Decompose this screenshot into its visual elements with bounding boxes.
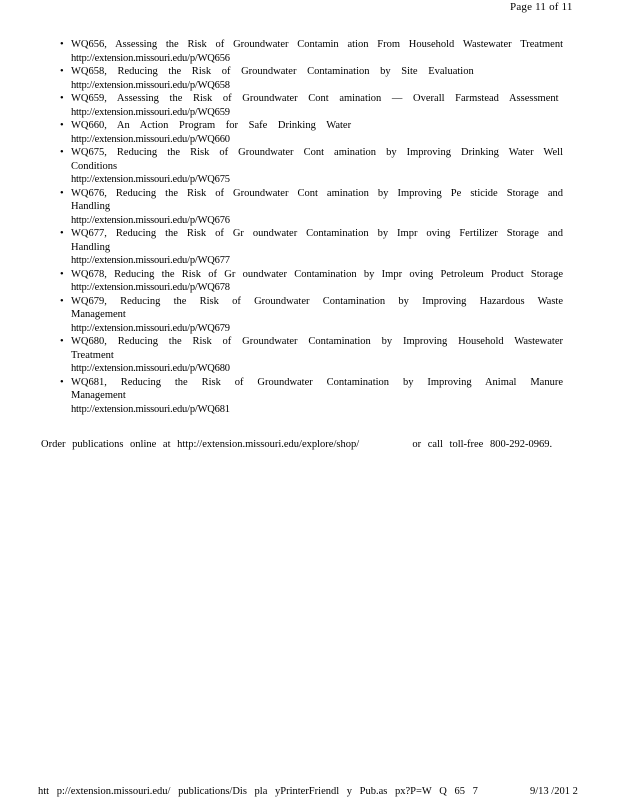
publication-title: WQ656, Assessing the Risk of Groundwater Contamin ation From Household Wastewater Treatment	[71, 39, 563, 50]
bullet-icon: •	[60, 295, 64, 307]
list-item	[58, 146, 563, 187]
publication-title-continued: Treatment	[71, 349, 114, 361]
list-item	[58, 295, 563, 336]
publication-title-continued: Conditions	[71, 160, 118, 172]
bullet-icon: •	[60, 39, 64, 50]
order-prefix: Order publications online at	[41, 439, 171, 450]
publication-title-continued: Management	[71, 390, 126, 401]
order-suffix: or call toll-free 800-292-0969.	[412, 439, 553, 450]
list-item	[58, 187, 563, 228]
bullet-icon: •	[60, 147, 64, 158]
publication-link[interactable]: http://extension.missouri.edu/p/WQ677	[71, 255, 230, 266]
publication-title: WQ679, Reducing the Risk of Groundwater Contamination by Improving Hazardous Waste	[71, 295, 563, 307]
footer-date: 9/13 /201 2	[530, 786, 578, 797]
bullet-icon: •	[60, 268, 64, 280]
bullet-icon: •	[60, 336, 64, 347]
publication-title: WQ677, Reducing the Risk of Gr oundwater Contamination by Impr oving Fertilizer Storage and	[71, 228, 563, 239]
bullet-icon: •	[60, 187, 64, 199]
publication-link[interactable]: http://extension.missouri.edu/p/WQ676	[71, 214, 230, 226]
publication-link[interactable]: http://extension.missouri.edu/p/WQ681	[71, 403, 230, 415]
publication-link[interactable]: http://extension.missouri.edu/p/WQ675	[71, 174, 230, 185]
publication-title: WQ681, Reducing the Risk of Groundwater Contamination by Improving Animal Manure	[71, 376, 563, 388]
bullet-icon: •	[60, 228, 64, 239]
bullet-icon: •	[60, 93, 64, 104]
list-item	[58, 268, 563, 295]
list-item	[58, 227, 563, 268]
publication-link[interactable]: http://extension.missouri.edu/p/WQ679	[71, 322, 230, 334]
page-number: Page 11 of 11	[510, 1, 573, 13]
list-item	[58, 65, 563, 92]
publication-link[interactable]: http://extension.missouri.edu/p/WQ660	[71, 133, 230, 145]
publication-list	[58, 38, 563, 416]
publication-link[interactable]: http://extension.missouri.edu/p/WQ656	[71, 52, 230, 64]
publication-title: WQ680, Reducing the Risk of Groundwater Contamination by Improving Household Wastewater	[71, 336, 563, 347]
list-item	[58, 119, 563, 146]
list-item	[58, 376, 563, 417]
bullet-icon: •	[60, 376, 64, 388]
list-item	[58, 335, 563, 376]
publication-title: WQ676, Reducing the Risk of Groundwater Cont amination by Improving Pe sticide Storage and	[71, 187, 563, 199]
order-publications-line	[41, 438, 552, 452]
publication-title: WQ675, Reducing the Risk of Groundwater Cont amination by Improving Drinking Water Well	[71, 147, 563, 158]
bullet-icon: •	[60, 120, 64, 131]
publication-title: WQ660, An Action Program for Safe Drinking Water	[71, 120, 352, 131]
list-item	[58, 92, 563, 119]
publication-link[interactable]: http://extension.missouri.edu/p/WQ658	[71, 79, 230, 91]
publication-title-continued: Handling	[71, 201, 111, 212]
footer-url: htt p://extension.missouri.edu/ publications/Dis pla yPrinterFriendl y Pub.as px?P=W Q 65 7	[38, 786, 478, 797]
publication-link[interactable]: http://extension.missouri.edu/p/WQ680	[71, 363, 230, 374]
publication-title: WQ658, Reducing the Risk of Groundwater Contamination by Site Evaluation	[71, 66, 474, 77]
publication-title-continued: Handling	[71, 241, 111, 253]
list-item	[58, 38, 563, 65]
bullet-icon: •	[60, 66, 64, 77]
publication-title: WQ678, Reducing the Risk of Gr oundwater Contamination by Impr oving Petroleum Product Storage	[71, 268, 563, 280]
publication-title-continued: Management	[71, 309, 126, 320]
publication-link[interactable]: http://extension.missouri.edu/p/WQ678	[71, 282, 230, 293]
publication-title: WQ659, Assessing the Risk of Groundwater Cont amination — Overall Farmstead Assessment	[71, 93, 559, 104]
shop-link[interactable]: http://extension.missouri.edu/explore/shop/	[177, 439, 360, 450]
publication-link[interactable]: http://extension.missouri.edu/p/WQ659	[71, 106, 230, 118]
